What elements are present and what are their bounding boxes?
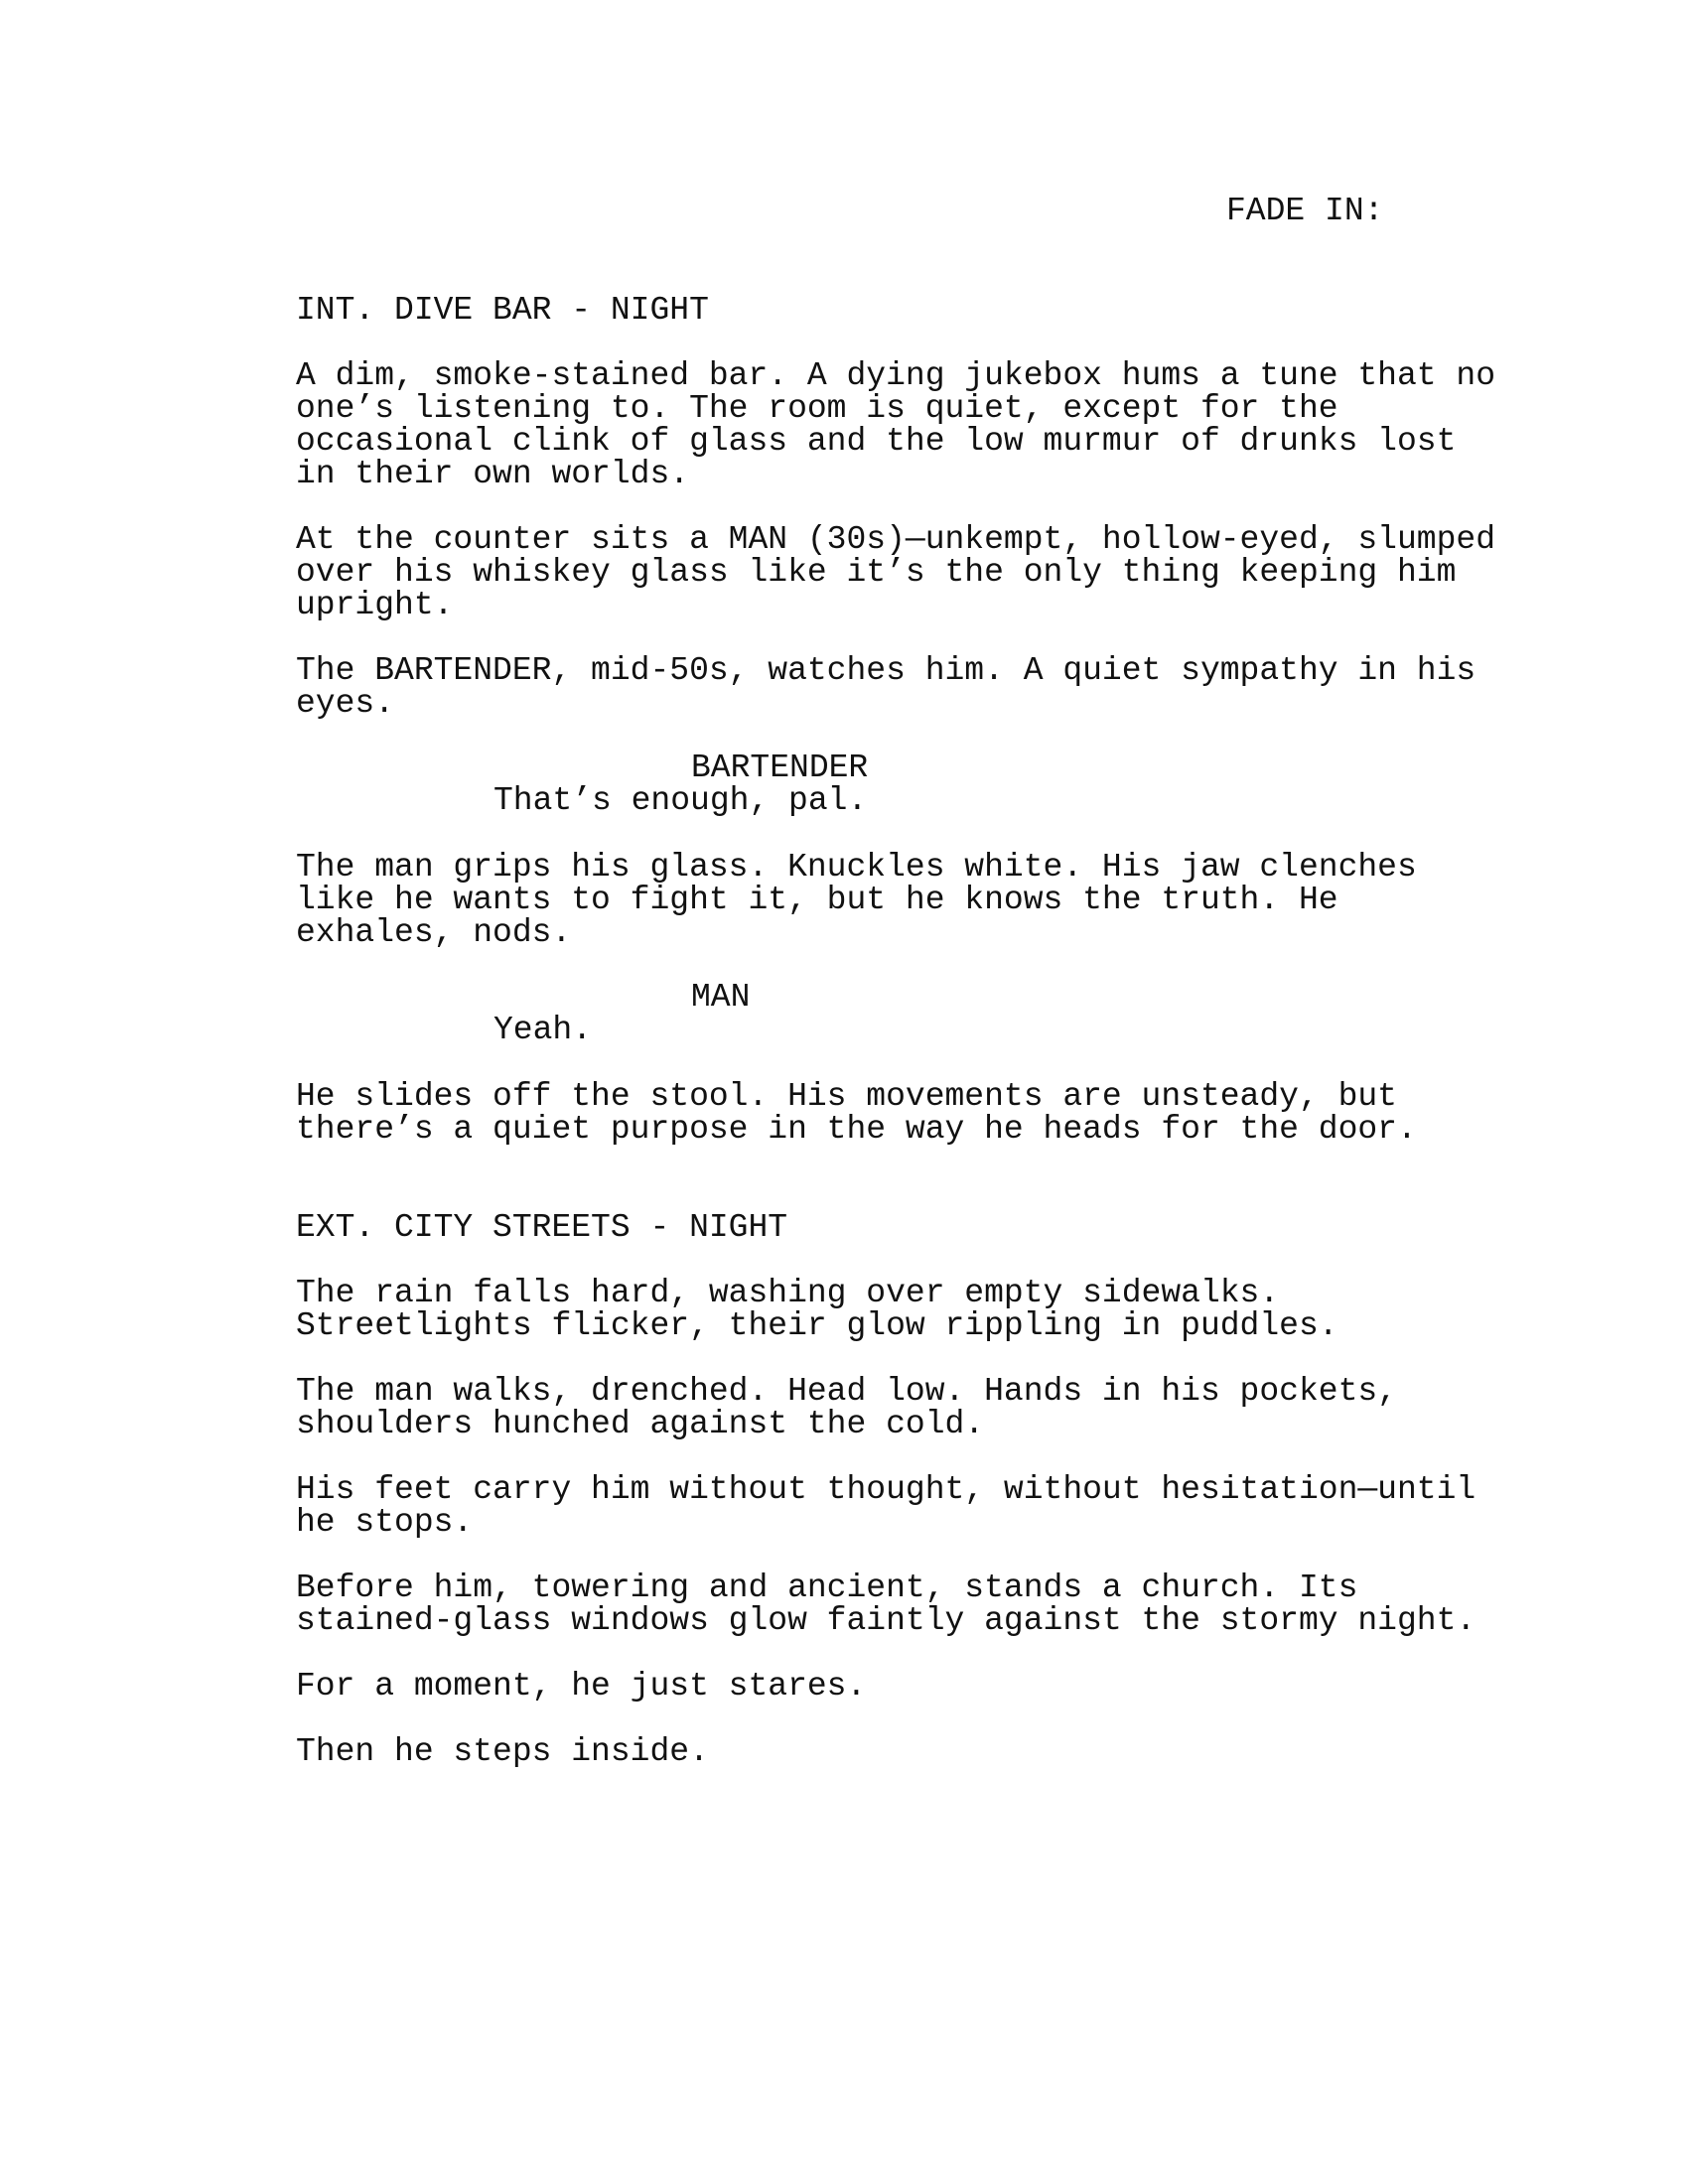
dialogue-line: That’s enough, pal. — [493, 782, 868, 819]
scene-heading: EXT. CITY STREETS - NIGHT — [296, 1209, 788, 1246]
action-paragraph: For a moment, he just stares. — [296, 1668, 867, 1705]
transition-fade-in: FADE IN: — [1226, 193, 1384, 229]
scene-heading: INT. DIVE BAR - NIGHT — [296, 292, 709, 329]
action-paragraph: Before him, towering and ancient, stands a church. Its stained-glass windows glow faintly against the stormy night. — [296, 1570, 1477, 1639]
action-paragraph: His feet carry him without thought, without hesitation—until he stops. — [296, 1471, 1477, 1541]
dialogue-line: Yeah. — [493, 1012, 593, 1048]
action-paragraph: At the counter sits a MAN (30s)—unkempt, hollow-eyed, slumped over his whiskey glass like it’s the only thing keeping him upright. — [296, 521, 1495, 623]
action-paragraph: The rain falls hard, washing over empty sidewalks. Streetlights flicker, their glow rippling in puddles. — [296, 1275, 1338, 1344]
action-paragraph: The BARTENDER, mid-50s, watches him. A quiet sympathy in his eyes. — [296, 652, 1477, 722]
action-paragraph: The man grips his glass. Knuckles white. His jaw clenches like he wants to fight it, but he knows the truth. He exhales, nods. — [296, 849, 1417, 951]
action-paragraph: A dim, smoke-stained bar. A dying jukebox hums a tune that no one’s listening to. The room is quiet, except for the occasional clink of glass and the low murmur of drunks lost in their own worlds. — [296, 357, 1495, 492]
action-paragraph: Then he steps inside. — [296, 1733, 709, 1770]
character-name: MAN — [691, 979, 751, 1016]
action-paragraph: He slides off the stool. His movements are unsteady, but there’s a quiet purpose in the way he heads for the door. — [296, 1078, 1417, 1148]
action-paragraph: The man walks, drenched. Head low. Hands in his pockets, shoulders hunched against the cold. — [296, 1373, 1397, 1442]
character-name: BARTENDER — [691, 750, 869, 786]
